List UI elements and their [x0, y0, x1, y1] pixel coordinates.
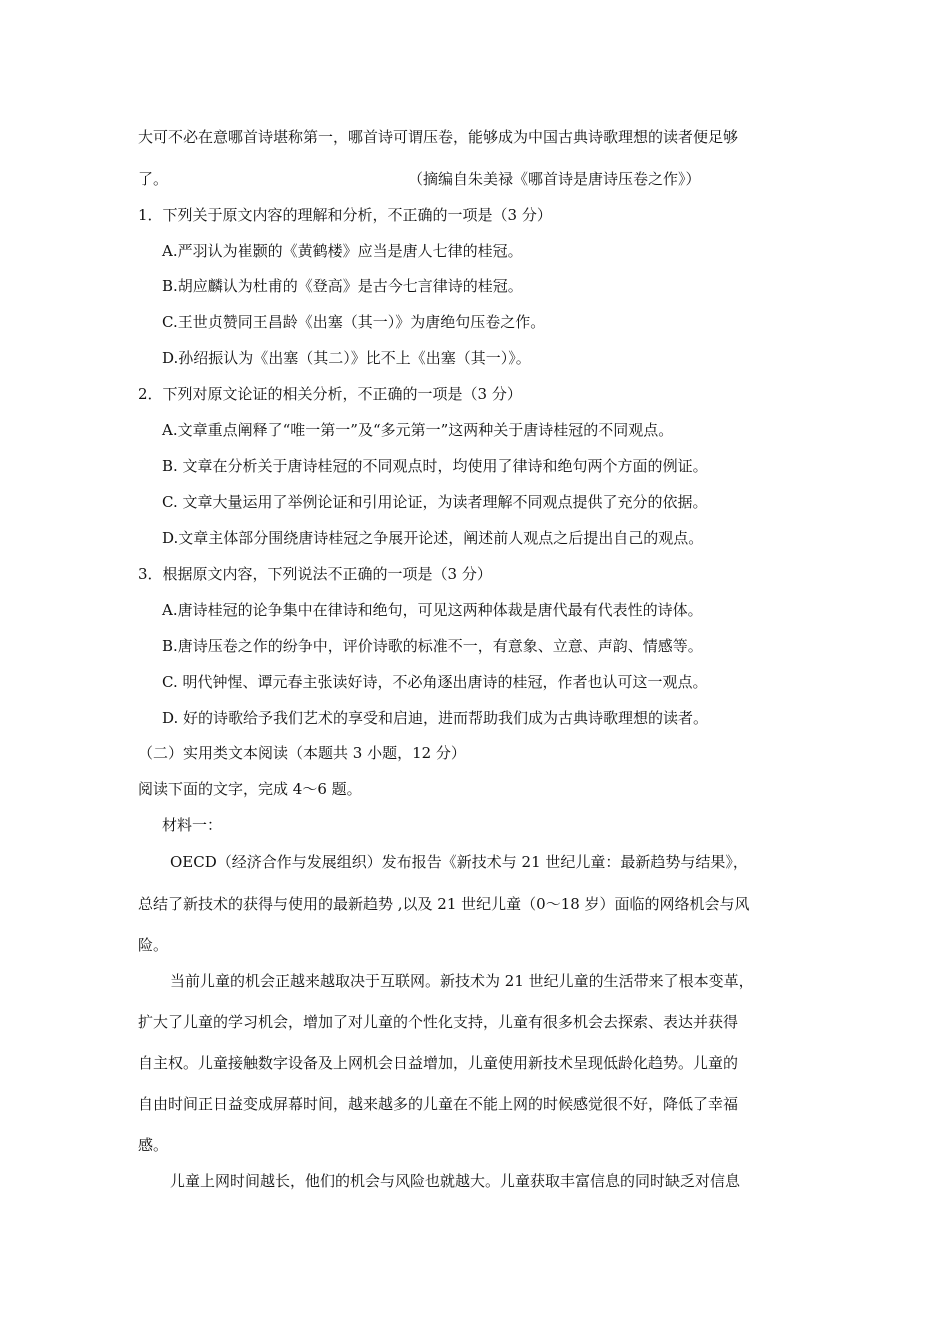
document-page: 大可不必在意哪首诗堪称第一，哪首诗可谓压卷，能够成为中国古典诗歌理想的读者便足够 了。 （摘编自朱美禄《哪首诗是唐诗压卷之作》） 1．下列关于原文内容的理解和分析，不正确的一项是（3 分） A.严羽认为崔颢的《黄鹤楼》应当是唐人七律的桂冠。 B.胡应麟认为杜甫的《登高》是古今七言律诗的桂冠。 C.王世贞赞同王昌龄《出塞（其一）》为唐绝句压卷之作。 D.孙绍振认为《出塞（其二）》比不上《出塞（其一）》。 2．下列对原文论证的相关分析，不正确的一项是（3 分） A.文章重点阐释了“唯一第一”及“多元第一”这两种关于唐诗桂冠的不同观点。 B. 文章在分析关于唐诗桂冠的不同观点时，均使用了律诗和绝句两个方面的例证。 C. 文章大量运用了举例论证和引用论证，为读者理解不同观点提供了充分的依据。 D.文章主体部分围绕唐诗桂冠之争展开论述，阐述前人观点之后提出自己的观点。 3．根据原文内容，下列说法不正确的一项是（3 分） A.唐诗桂冠的论争集中在律诗和绝句，可见这两种体裁是唐代最有代表性的诗体。 B.唐诗压卷之作的纷争中，评价诗歌的标准不一，有意象、立意、声韵、情感等。 C. 明代钟惺、谭元春主张读好诗，不必角逐出唐诗的桂冠，作者也认可这一观点。 D. 好的诗歌给予我们艺术的享受和启迪，进而帮助我们成为古典诗歌理想的读者。 （二）实用类文本阅读（本题共 3 小题，12 分） 阅读下面的文字，完成 4～6 题。 材料一： OECD（经济合作与发展组织）发布报告《新技术与 21 世纪儿童：最新趋势与结果》， 总结了新技术的获得与使用的最新趋势 ,以及 21 世纪儿童（0～18 岁）面临的网络机会与风 险。 当前儿童的机会正越来越取决于互联网。新技术为 21 世纪儿童的生活带来了根本变革， 扩大了儿童的学习机会，增加了对儿童的个性化支持，儿童有很多机会去探索、表达并获得 自主权。儿童接触数字设备及上网机会日益增加，儿童使用新技术呈现低龄化趋势。儿童的 自由时间正日益变成屏幕时间，越来越多的儿童在不能上网的时候感觉很不好，降低了幸福 感。 儿童上网时间越长，他们的机会与风险也就越大。儿童获取丰富信息的同时缺乏对信息 [138, 128, 754, 1190]
text-line: 扩大了儿童的学习机会，增加了对儿童的个性化支持，儿童有很多机会去探索、表达并获得 [138, 1013, 739, 1031]
text-line: 了。 [138, 170, 169, 188]
text-line: 总结了新技术的获得与使用的最新趋势 ,以及 21 世纪儿童（0～18 岁）面临的网络机会与风 [138, 895, 750, 913]
text-line: 当前儿童的机会正越来越取决于互联网。新技术为 21 世纪儿童的生活带来了根本变革， [170, 972, 754, 990]
text-line: 感。 [138, 1136, 169, 1154]
text-line: OECD（经济合作与发展组织）发布报告《新技术与 21 世纪儿童：最新趋势与结果》， [170, 853, 748, 871]
citation: （摘编自朱美禄《哪首诗是唐诗压卷之作》） [408, 170, 701, 188]
text-line: 自主权。儿童接触数字设备及上网机会日益增加，儿童使用新技术呈现低龄化趋势。儿童的 [138, 1054, 739, 1072]
text-line: 大可不必在意哪首诗堪称第一，哪首诗可谓压卷，能够成为中国古典诗歌理想的读者便足够 [138, 128, 739, 146]
text-line: 儿童上网时间越长，他们的机会与风险也就越大。儿童获取丰富信息的同时缺乏对信息 [170, 1172, 741, 1190]
text-line: 险。 [138, 936, 169, 954]
text-line: 自由时间正日益变成屏幕时间，越来越多的儿童在不能上网的时候感觉很不好，降低了幸福 [138, 1095, 739, 1113]
